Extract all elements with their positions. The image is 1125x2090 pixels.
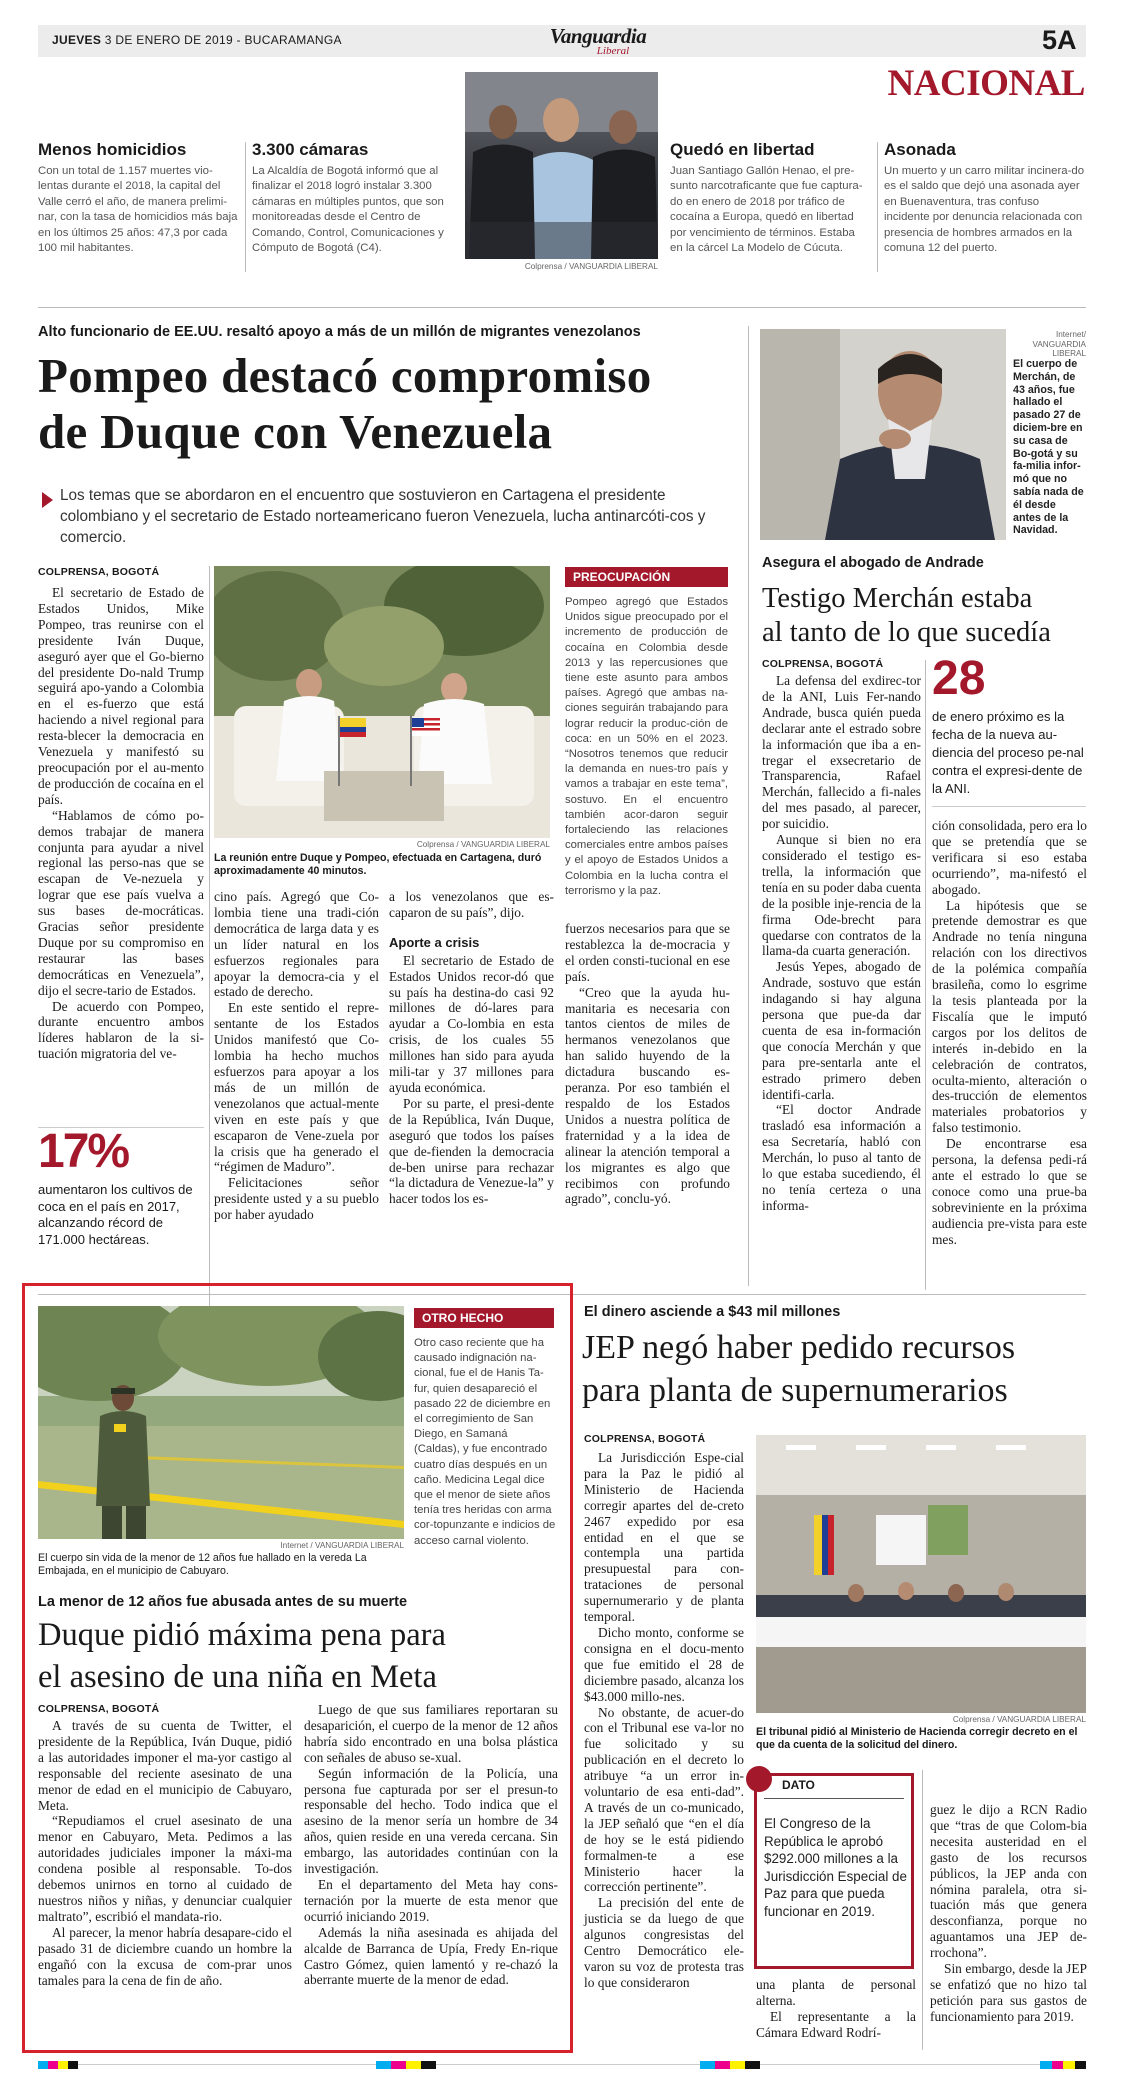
merchan-stat-value: 28 [932,652,986,705]
brief-4 [884,140,1086,256]
meta-photo-art [38,1306,404,1539]
jep-col1 [584,1450,744,1991]
brief-1 [38,140,238,256]
brief-text: Un muerto y un carro militar incinera-do es el saldo que dejó una asonada ayer en Buenaventura, tras confuso incidente por denuncia relacionada con presencia de hombres armados en la comuna 12 del puerto. [884,165,1085,255]
paragraph: Sin embargo, desde la JEP se enfatizó que no hizo tal petición para sus gastos de funcionamiento para 2019. [930,1961,1087,2024]
arrest-photo [465,72,658,259]
paragraph: De encontrarse esa persona, la defensa pedi-rá ante el estrado lo que se conoce como una prue-ba sobreviniente en la próxima audiencia pre-vista para este mes. [932,1136,1087,1247]
brief-title: Asonada [884,140,956,159]
pompeo-col3 [389,889,554,1207]
merchan-stat-text: de enero próximo es la fecha de la nueva au-diencia del proceso pe-nal contra el expresi-dente de la ANI. [932,709,1084,796]
jep-byline: COLPRENSA, BOGOTÁ [584,1433,706,1445]
pompeo-col1 [38,585,204,1062]
paragraph: “El doctor Andrade trasladó esa información a esa Secretaría, habló con Merchán, lo puso al tanto de lo que estaba sucediendo, él no tenía certeza o una informa- [762,1102,921,1213]
brief-text: Con un total de 1.157 muertes vio-lentas durante el 2018, la capital del Valle cerró el año, de manera prelimi-nar, con la tasa de homicidios más baja en los últimos 25 años: 47,3 por cada 100 mil habitantes. [38,165,238,255]
otro-hecho-text: Otro caso reciente que ha causado indignación na-cional, fue el de Hanis Ta-fur, quien desapareció el pasado 22 de diciembre en el corregimiento de San Diego, en Samaná (Caldas), y fue encontrado cuatro días después en un caño. Medicina Legal dice que el menor de siete años tenía tres heridas con arma cor-topunzante e indicios de acceso carnal violento. [414,1337,556,1547]
pompeo-headline-line1: Pompeo destacó compromiso [38,348,652,403]
merchan-photo [760,329,1006,540]
preocupacion-text: Pompeo agregó que Estados Unidos sigue preocupado por el incremento de producción de cocaína en Colombia desde 2013 y las repercusiones que tiene este asunto para ambos países. Agregó que ambas na-ciones seguirán trabajando para lograr reducir la produc-ción de coca: en un 50% en el 2023. “Nosotros tenemos que reducir la demanda en nues-tro país y vamos a trabajar en este tema”, sostuvo. En el encuentro también acor-daron seguir fortaleciendo las relaciones comerciales entre ambos países y el apoyo de Estados Unidos a Colombia en la lucha contra el terrorismo y la paz. [565,596,728,897]
lead-marker [42,492,53,508]
paragraph: a los venezolanos que es-caparon de su país”, dijo. [389,889,554,920]
jep-headline-line2: para planta de supernumerarios [582,1372,1008,1409]
meta-photo-credit: Internet / VANGUARDIA LIBERAL [280,1541,404,1550]
brief-text: La Alcaldía de Bogotá informó que al finalizar el 2018 logró instalar 3.300 cámaras en múltiples puntos, que son monitoreadas desde el Centro de Comando, Control, Comunicaciones y Cómputo de Bogotá (C4). [252,165,444,255]
meta-photo [38,1306,404,1539]
jep-col2 [756,1977,916,2041]
paragraph: Jesús Yepes, abogado de Andrade, sostuvo que están indagando si hay alguna persona que pue-da dar cuenta de esa in-formación que conocía Merchán y que para pre-sentarla ante el estrado primero deben identifi-carla. [762,959,921,1102]
paragraph: En este sentido el repre-sentante de los Estados Unidos manifestó que Co-lombia ha hecho muchos esfuerzos para apoyar a los más de un millón de venezolanos que actual-mente viven en este país y que escaparon de Vene-zuela por la crisis que ha generado el “régimen de Maduro”. [214,1000,379,1175]
merchan-col2 [932,818,1087,1247]
tribunal-photo-art [756,1435,1086,1713]
jep-headline-line1: JEP negó haber pedido recursos [582,1329,1016,1366]
col-divider [925,660,926,1290]
color-bar-right [1040,2061,1086,2069]
merchan-photo-credit: Internet/ VANGUARDIA LIBERAL [1032,330,1086,358]
pompeo-col2 [214,889,379,1223]
merchan-headline [762,582,1092,650]
logo-sub: Liberal [596,45,630,57]
logo-main: Vanguardia [549,24,647,48]
paragraph: una planta de personal alterna. [756,1977,916,2008]
section-title: NACIONAL [887,63,1085,104]
paragraph: Según información de la Policía, una persona fue capturada por ser el presun-to responsable del hecho. Todo indica que el asesino de la menor sería un hombre de 34 años, quien reside en una vereda cercana. Sin embargo, las autoridades continúan con la investigación. [304,1765,558,1877]
paragraph: El secretario de Estado de Estados Unidos recor-dó que su país ha destina-do casi 92 millones de dó-lares para ayudar a Co-lombia en esta crisis, de los cuales 55 millones han sido para ayuda mili-tar y 37 millones para ayuda económica. [389,952,554,1095]
paragraph: Al parecer, la menor habría desapare-cido el pasado 31 de diciembre cuando un hombre la engañó con la excusa de com-prar unos tamales para la cena de fin de año. [38,1924,292,1988]
logo [533,26,663,56]
meta-col2 [304,1702,558,1988]
subhead: Aporte a crisis [389,934,480,950]
meta-photo-caption: El cuerpo sin vida de la menor de 12 años fue hallado en la vereda La Embajada, en el municipio de Cabuyaro. [38,1552,367,1577]
brief-title: 3.300 cámaras [252,140,369,159]
color-bar-center [376,2061,436,2069]
jep-kicker: El dinero asciende a $43 mil millones [584,1304,841,1320]
color-bar-mid [700,2061,760,2069]
pompeo-stat-text: aumentaron los cultivos de coca en el país en 2017, alcanzando récord de 171.000 hectáreas. [38,1182,193,1247]
meta-byline: COLPRENSA, BOGOTÁ [38,1703,160,1715]
tribunal-photo-caption: El tribunal pidió al Ministerio de Hacienda corregir decreto en el que da cuenta de la solicitud del dinero. [756,1726,1078,1751]
col-divider [748,326,749,1286]
merchan-photo-caption: El cuerpo de Merchán, de 43 años, fue hallado el pasado 27 de diciem-bre en su casa de Bo-gotá y su fa-milia infor-mó que no sabía nada de él desde antes de la Navidad. [1013,358,1084,537]
pompeo-headline-line2: de Duque con Venezuela [38,404,553,459]
paragraph: fuerzos necesarios para que se restablezca la de-mocracia y el orden consti-tucional en ese país. [565,921,730,984]
paragraph: El representante a la Cámara Edward Rodrí- [756,2008,916,2040]
dato-badge [746,1766,772,1792]
pompeo-stat-value: 17% [38,1125,129,1178]
meeting-photo [214,566,550,838]
meta-col1 [38,1718,292,1988]
pompeo-col4 [565,921,730,1207]
merchan-col1 [762,673,921,1214]
meeting-photo-caption: La reunión entre Duque y Pompeo, efectuada en Cartagena, duró aproximadamente 40 minutos. [214,852,542,877]
footer-rule [38,2064,1086,2065]
meeting-photo-art [214,566,550,838]
meta-kicker: La menor de 12 años fue abusada antes de su muerte [38,1594,408,1610]
pompeo-headline [38,348,758,460]
merchan-photo-art [760,329,1006,540]
tribunal-photo-credit: Colprensa / VANGUARDIA LIBERAL [952,1715,1086,1724]
meta-headline [38,1614,568,1698]
paragraph: A través de su cuenta de Twitter, el presidente de la República, Iván Duque, pidió a las autoridades imponer el ma-yor castigo al responsable del reciente asesinato de una menor de edad en el municipio de Cabuyaro, Meta. [38,1718,292,1813]
tribunal-photo [756,1435,1086,1713]
header-date [52,33,342,47]
brief-3 [670,140,870,256]
merchan-byline: COLPRENSA, BOGOTÁ [762,658,884,670]
merchan-headline-line1: Testigo Merchán estaba [762,583,1033,614]
dato-label: DATO [782,1778,815,1792]
brief-divider [245,142,246,272]
paragraph: La Jurisdicción Espe-cial para la Paz le pidió al Ministerio de Hacienda corregir apartes del de-creto 2467 expedido por esa entidad en el que se contempla una partida presupuestal para con-trataciones de personal supernumerario y de planta temporal. [584,1450,744,1625]
paragraph: Además la niña asesinada es ahijada del alcalde de Barranca de Upía, Fredy En-rique Castro Gómez, quien lamentó y re-chazó la aberrante muerte de la menor de edad. [304,1924,558,1988]
stat-rule [932,806,1086,807]
paragraph: El secretario de Estado de Estados Unidos, Mike Pompeo, tras reunirse con el presidente Iván Duque, aseguró ayer que el Go-bierno del presidente Do-nald Trump seguirá apo-yando a Colombia en el es-fuerzo que está haciendo a nivel regional para resta-blecer la democracia en Venezuela y manifestó su preocupación por el au-mento de producción de cocaína en el país. [38,585,204,807]
brief-text: Juan Santiago Gallón Henao, el pre-sunto narcotraficante que fue captura-do en enero de 2018 por tráfico de cocaína a Europa, quedó en libertad por vencimiento de términos. Estaba en la cárcel La Modelo de Cúcuta. [670,165,863,255]
paragraph: La hipótesis que se pretende demostrar es que Andrade no tenía ninguna relación con los directivos de la polémica compañía brasileña, como lo esgrime la tesis planteada por la Fiscalía que le imputó cargos por los delitos de interés in-debido en la celebración de contratos, oculta-miento, alteración o des-trucción de elementos materiales probatorios y falso testimonio. [932,897,1087,1136]
paragraph: La precisión del ente de justicia se da luego de que algunos congresistas del Centro Democrático ele-varon su voz de protesta tras lo que consideraron [584,1895,744,1990]
paragraph: Dicho monto, conforme se consigna en el docu-mento que fue emitido el 28 de diciembre pasado, alcanza los $43.000 millo-nes. [584,1624,744,1704]
merchan-kicker: Asegura el abogado de Andrade [762,555,984,571]
paragraph: En el departamento del Meta hay cons-ternación por la muerte de esta menor que ocurrió iniciando 2019. [304,1876,558,1924]
meeting-photo-credit: Colprensa / VANGUARDIA LIBERAL [416,840,550,849]
arrest-photo-credit: Colprensa / VANGUARDIA LIBERAL [524,262,658,271]
brief-title: Menos homicidios [38,140,187,159]
arrest-photo-art [465,72,658,259]
jep-headline [582,1326,1092,1412]
dato-text: El Congreso de la República le aprobó $292.000 millones a la Jurisdicción Especial de Paz para que pueda funcionar en 2019. [764,1816,907,1919]
meta-headline-line1: Duque pidió máxima pena para [38,1617,446,1653]
paragraph: ción consolidada, pero era lo que se pretendía que se verificara si eso estaba ocurriendo”, ma-nifestó el abogado. [932,818,1087,897]
pompeo-byline: COLPRENSA, BOGOTÁ [38,566,160,578]
paragraph: No obstante, de acuer-do con el Tribunal ese va-lor no fue solicitado y su publicación en el decreto lo atribuye “a un error in-voluntario de esa enti-dad”. A través de un co-municado, la JEP señaló que “en el día de hoy se le está pidiendo formalmen-te a ese Ministerio hacer la corrección pertinente”. [584,1704,744,1895]
paragraph: Felicitaciones señor presidente usted y a su pueblo por haber ayudado [214,1175,379,1223]
dato-rule [764,1798,904,1799]
paragraph: Por su parte, el presi-dente de la República, Iván Duque, aseguró que todos los países que de-fienden la democracia de-ben unirse para rechazar “la dictadura de Venezue-la” y hacer todos los es- [389,1095,554,1207]
paragraph: La defensa del exdirec-tor de la ANI, Luis Fer-nando Andrade, busca quién pueda declarar ante el estrado sobre la información que iba a en-tregar el exsecretario de Transparencia, Rafael Merchán, fallecido a fi-nales del mes pasado, al parecer, por suicidio. [762,673,921,832]
briefs-bottom-rule [38,307,1086,308]
header-day: JUEVES [52,33,102,47]
paragraph: cino país. Agregó que Co-lombia tiene una tradi-ción democrática de larga data y es un líder natural en los esfuerzos regionales para apoyar la democra-cia y el estado de derecho. [214,889,379,1000]
merchan-headline-line2: al tanto de lo que sucedía [762,617,1051,648]
preocupacion-label: PREOCUPACIÓN [565,567,728,587]
paragraph: guez le dijo a RCN Radio que “tras de que Colom-bia necesita austeridad en el gasto de los recursos públicos, la JEP anda con nómina paralela, otra si-tuación más que genera desconfianza, porque no aguantamos una JEP de-rrochona”. [930,1802,1087,1961]
meta-headline-line2: el asesino de una niña en Meta [38,1659,437,1695]
paragraph: Aunque si bien no era considerado el testigo es-trella, la información que tenía en su poder daba cuenta de la posible inje-rencia de la firma Ode-brecht para quedarse con contratos de la llama-da cuarta generación. [762,832,921,959]
col-divider [209,566,210,1306]
col-divider [922,1770,923,2050]
color-bar-left [38,2061,78,2069]
paragraph: “Repudiamos el cruel asesinato de una menor en Cabuyaro, Meta. Pedimos a las autoridades judiciales imponer la máxi-ma condena posible al responsable. To-dos debemos unirnos en torno al cuidado de nuestros niños y niñas, y denunciar cualquier maltrato”, escribió el mandata-rio. [38,1813,292,1924]
paragraph: Luego de que sus familiares reportaran su desaparición, el cuerpo de la menor de 12 años habría sido encontrado en una bolsa plástica con señales de abuso se-xual. [304,1702,558,1765]
jep-col3 [930,1802,1087,2025]
page-number: 5A [1042,25,1077,55]
otro-hecho-label: OTRO HECHO [414,1308,554,1328]
brief-divider [877,142,878,272]
paragraph: “Creo que la ayuda hu-manitaria es necesaria con tantos cientos de miles de hermanos venezolanos que han salido huyendo de la dictadura buscando es-peranza. Por eso también el respaldo de los Estados Unidos a nuestra política de fraternidad y a la idea de alinear la atención temporal a los migrantes es algo que recibimos con profundo agrado”, conclu-yó. [565,984,730,1207]
brief-2 [252,140,452,256]
pompeo-kicker: Alto funcionario de EE.UU. resaltó apoyo a más de un millón de migrantes venezolanos [38,324,641,340]
header-date-text: 3 DE ENERO DE 2019 - BUCARAMANGA [104,33,342,47]
paragraph: De acuerdo con Pompeo, durante encuentro ambos líderes hablaron de la si-tuación migratoria del ve- [38,998,204,1062]
brief-title: Quedó en libertad [670,140,815,159]
pompeo-lead: Los temas que se abordaron en el encuentro que sostuvieron en Cartagena el presidente colombiano y el secretario de Estado norteamericano fueron Venezuela, lucha antinarcóti-cos y comercio. [60,487,706,546]
paragraph: “Hablamos de cómo po-demos trabajar de manera conjunta para ayudar a nivel regional las perso-nas que se escapan de Ve-nezuela y lograr que ese país vuelva a sus bases de-mocráticas. Gracias señor presidente Duque por su compromiso en restaurar las bases democráticas en Venezuela”, dijo el secre-tario de Estados. [38,807,204,998]
